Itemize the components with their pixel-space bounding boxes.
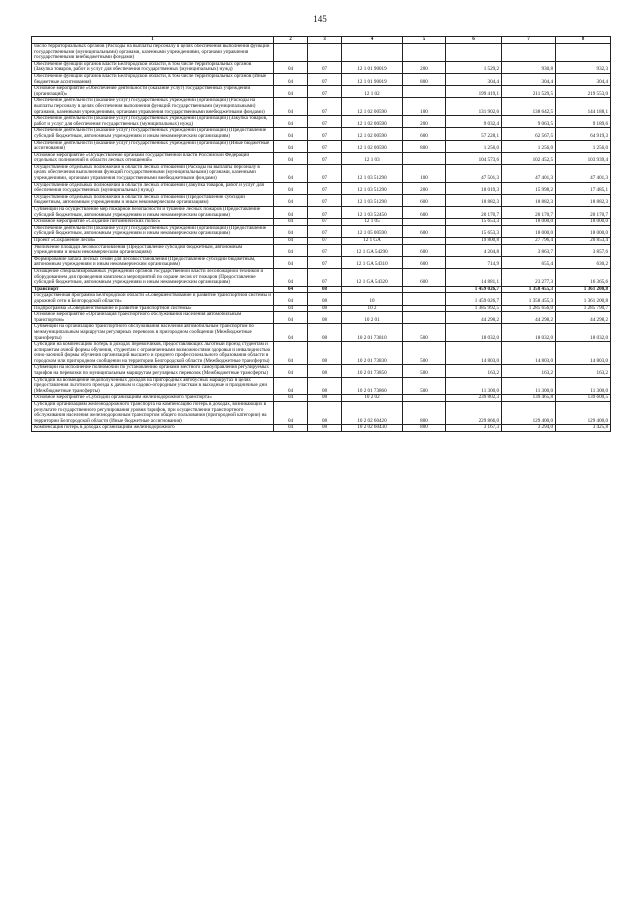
row-value-cell: 04 (274, 312, 308, 324)
row-value-cell: 12 1 02 00590 (342, 140, 403, 152)
row-value-cell: 14 803,0 (556, 342, 611, 365)
row-value-cell: 239 802,3 (446, 395, 502, 402)
row-value-cell: 07 (308, 73, 342, 85)
row-value-cell: 1 529,2 (446, 61, 502, 73)
row-value-cell: 04 (274, 140, 308, 152)
row-value-cell: 08 (308, 305, 342, 312)
row-value-cell: 200 (403, 182, 446, 194)
row-value-cell: 102 452,5 (502, 152, 556, 164)
row-value-cell: 600 (403, 268, 446, 286)
row-value-cell (274, 44, 308, 62)
row-value-cell: 44 298,2 (502, 312, 556, 324)
row-value-cell: 07 (308, 244, 342, 256)
row-value-cell: 12 1 01 90019 (342, 73, 403, 85)
row-value-cell: 07 (308, 140, 342, 152)
table-row (32, 312, 611, 324)
row-value-cell: 04 (274, 86, 308, 98)
budget-table-container (31, 36, 610, 432)
row-value-cell: 600 (403, 194, 446, 206)
row-value-cell: 800 (403, 425, 446, 432)
row-value-cell: 11 300,0 (446, 377, 502, 395)
row-value-cell (556, 44, 611, 62)
row-value-cell: 600 (403, 256, 446, 268)
table-row (32, 225, 611, 237)
row-value-cell: 62 567,5 (502, 128, 556, 140)
row-value-cell: 12 1 02 (342, 86, 403, 98)
table-row (32, 324, 611, 342)
row-value-cell: 08 (308, 324, 342, 342)
table-row (32, 116, 611, 128)
row-value-cell: 44 298,2 (556, 312, 611, 324)
row-value-cell: 1 358 455,3 (502, 286, 556, 293)
row-value-cell: 4 204,8 (446, 244, 502, 256)
row-value-cell: 18 882,3 (446, 194, 502, 206)
row-value-cell: 04 (274, 238, 308, 245)
row-value-cell: 139 465,8 (502, 395, 556, 402)
row-value-cell: 20 853,4 (556, 238, 611, 245)
row-value-cell: 12 1 GA 54320 (342, 268, 403, 286)
row-name-cell: Субвенции на осуществление мер пожарной безопасности и тушение лесных пожаров (Предоставление субсидий бюджетным, автономным учреждениям и иным некоммерческим организациям) (32, 207, 274, 219)
row-value-cell: 04 (274, 324, 308, 342)
row-value-cell: 07 (308, 98, 342, 116)
row-value-cell (403, 312, 446, 324)
row-value-cell (403, 152, 446, 164)
row-name-cell: Обеспечение деятельности (оказание услуг) государственных учреждений (организаций) (Расходы на выплаты персоналу в целях обеспечения выполнения функций государственными (муниципальными) органами, казенными учреждениями, органами управления государственными внебюджетными фондами) (32, 98, 274, 116)
row-value-cell: 211 529,5 (502, 86, 556, 98)
row-value-cell: 04 (274, 128, 308, 140)
table-row (32, 73, 611, 85)
row-value-cell: 18 019,3 (446, 182, 502, 194)
row-value-cell: 04 (274, 395, 308, 402)
row-value-cell: 04 (274, 98, 308, 116)
row-value-cell: 47 501,3 (446, 164, 502, 182)
budget-table (31, 36, 611, 432)
row-name-cell: Транспорт (32, 286, 274, 293)
row-value-cell: 04 (274, 425, 308, 432)
row-value-cell (502, 44, 556, 62)
row-value-cell: 1 285 656,0 (502, 305, 556, 312)
row-value-cell: 9 063,5 (502, 116, 556, 128)
row-value-cell: 04 (274, 225, 308, 237)
row-value-cell: 600 (403, 207, 446, 219)
row-value-cell: 1 256,0 (502, 140, 556, 152)
page-number: 145 (313, 14, 327, 24)
row-value-cell: 714,9 (446, 256, 502, 268)
row-value-cell: 1 459 026,7 (446, 286, 502, 293)
row-value-cell: 3 857,6 (556, 244, 611, 256)
table-row (32, 293, 611, 305)
row-value-cell: 10 2 01 73860 (342, 377, 403, 395)
row-value-cell: 11 300,0 (502, 377, 556, 395)
row-value-cell (403, 293, 446, 305)
table-row (32, 425, 611, 432)
row-value-cell: 20 170,7 (446, 207, 502, 219)
row-value-cell: 200 (403, 61, 446, 73)
row-value-cell: 104 573,6 (446, 152, 502, 164)
row-value-cell: 04 (274, 293, 308, 305)
row-name-cell: Обеспечение деятельности (оказание услуг) государственных учреждений (организаций) (Предоставление субсидий бюджетным, автономным учреждениям и иным некоммерческим организациям) (32, 128, 274, 140)
row-value-cell: 07 (308, 256, 342, 268)
row-value-cell: 07 (308, 116, 342, 128)
row-value-cell: 500 (403, 342, 446, 365)
row-value-cell: 600 (403, 225, 446, 237)
header-cell: 4 (342, 37, 403, 44)
table-row (32, 268, 611, 286)
row-value-cell: 04 (274, 182, 308, 194)
table-body (32, 44, 611, 432)
row-value-cell: 07 (308, 194, 342, 206)
row-value-cell: 08 (308, 377, 342, 395)
row-value-cell: 16 365,6 (556, 268, 611, 286)
row-value-cell: 18 032,0 (556, 324, 611, 342)
row-value-cell (403, 305, 446, 312)
row-value-cell: 64 919,3 (556, 128, 611, 140)
row-value-cell: 04 (274, 73, 308, 85)
row-value-cell: 12 1 03 51290 (342, 182, 403, 194)
row-name-cell: Оснащение специализированных учреждений органов государственной власти лесопожарной техникой и оборудованием для проведения комплекса мероприятий по охране лесов от пожаров (Предоставление субсидий бюджетным, автономным учреждениям и иным некоммерческим организациям) (32, 268, 274, 286)
row-value-cell: 163,2 (446, 365, 502, 377)
header-cell: 8 (556, 37, 611, 44)
table-row (32, 377, 611, 395)
row-value-cell: 800 (403, 73, 446, 85)
row-value-cell: 100 (403, 98, 446, 116)
row-value-cell: 04 (274, 219, 308, 226)
row-name-cell: Осуществление отдельных полномочий в области лесных отношений (Расходы на выплаты персоналу в целях обеспечения выполнения функций государственными (муниципальными) органами, казенными учреждениями, органами управления государственными внебюджетными фондами) (32, 164, 274, 182)
row-value-cell: 04 (274, 207, 308, 219)
row-value-cell: 08 (308, 365, 342, 377)
row-value-cell: 12 1 02 00590 (342, 116, 403, 128)
row-value-cell: 47 401,3 (556, 164, 611, 182)
table-row (32, 244, 611, 256)
row-value-cell: 12 1 03 52450 (342, 207, 403, 219)
row-value-cell: 10 2 01 (342, 312, 403, 324)
row-value-cell: 44 298,2 (446, 312, 502, 324)
row-value-cell: 07 (308, 128, 342, 140)
table-row (32, 194, 611, 206)
row-value-cell: 304,4 (446, 73, 502, 85)
header-cell: 6 (446, 37, 502, 44)
row-value-cell (308, 44, 342, 62)
row-value-cell: 103 939,4 (556, 152, 611, 164)
row-name-cell: Основное мероприятие «Обеспечение деятельности (оказание услуг) государственных учреждений (организаций)» (32, 86, 274, 98)
row-value-cell: 14 803,0 (446, 342, 502, 365)
row-value-cell: 23 277,3 (502, 268, 556, 286)
header-cell: 7 (502, 37, 556, 44)
row-value-cell: 04 (274, 268, 308, 286)
row-name-cell: Основное мероприятие «Осуществление органами государственной власти Российской Федерации отдельных полномочий в области лесных отношений» (32, 152, 274, 164)
row-value-cell: 07 (308, 207, 342, 219)
row-value-cell: 04 (274, 244, 308, 256)
row-value-cell: 07 (308, 164, 342, 182)
row-value-cell: 932,3 (556, 61, 611, 73)
row-value-cell: 163,2 (556, 365, 611, 377)
table-row (32, 44, 611, 62)
row-value-cell: 08 (308, 293, 342, 305)
row-name-cell: Увеличение площади лесовосстановления (Предоставление субсидий бюджетным, автономным учреждениям и иным некоммерческим организациям) (32, 244, 274, 256)
table-row (32, 152, 611, 164)
row-value-cell: 12 1 03 51290 (342, 194, 403, 206)
row-value-cell: 600 (403, 244, 446, 256)
row-value-cell: 08 (308, 286, 342, 293)
row-name-cell: Формирование запаса лесных семян для лесовосстановления (Предоставление субсидий бюджетным, автономным учреждениям и иным некоммерческим организациям) (32, 256, 274, 268)
row-value-cell: 12 1 02 00590 (342, 128, 403, 140)
row-value-cell: 10 2 02 (342, 395, 403, 402)
row-value-cell: 200 (403, 116, 446, 128)
row-value-cell: 655,4 (502, 256, 556, 268)
row-value-cell: 19 800,8 (446, 238, 502, 245)
row-value-cell: 229 866,0 (446, 402, 502, 425)
row-value-cell: 04 (274, 194, 308, 206)
row-value-cell: 27 796,4 (502, 238, 556, 245)
row-value-cell: 304,4 (556, 73, 611, 85)
row-value-cell: 304,4 (502, 73, 556, 85)
row-name-cell: Субвенции на исполнение полномочий по установлению органами местного самоуправления регулируемых тарифов на перевозки по муниципальным маршрутам регулярных перевозок (Межбюджетные трансферты) (32, 365, 274, 377)
row-value-cell: 07 (308, 86, 342, 98)
row-value-cell: 600 (403, 128, 446, 140)
row-value-cell (403, 238, 446, 245)
row-value-cell: 163,2 (502, 365, 556, 377)
row-value-cell (342, 44, 403, 62)
row-value-cell: 10 2 (342, 305, 403, 312)
row-value-cell: 930,8 (502, 61, 556, 73)
row-value-cell: 12 1 02 00590 (342, 98, 403, 116)
row-value-cell (342, 286, 403, 293)
row-name-cell: Субсидии организациям железнодорожного транспорта на компенсацию потерь в доходах, возникающих в результате государственного регулирования уровня тарифов, при осуществлении транспортного обслуживания населения железнодорожным транспортом общего пользования (пригородной категории) на территории Белгородской области (Иные бюджетные ассигнования) (32, 402, 274, 425)
row-name-cell: Государственная программа Белгородской области «Совершенствование и развитие транспортной системы и дорожной сети в Белгородской области» (32, 293, 274, 305)
row-value-cell: 10 2 02 60420 (342, 402, 403, 425)
row-value-cell: 3 863,7 (502, 244, 556, 256)
row-value-cell: 57 228,1 (446, 128, 502, 140)
table-row (32, 128, 611, 140)
table-row (32, 365, 611, 377)
row-name-cell: Обеспечение деятельности (оказание услуг) государственных учреждений (организаций) (Предоставление субсидий бюджетным, автономным учреждениям и иным некоммерческим организациям) (32, 225, 274, 237)
row-name-cell: Субвенции на организацию транспортного обслуживания населения автомобильным транспортом по межмуниципальным маршрутам регулярных перевозок в пригородном сообщении (Межбюджетные трансферты) (32, 324, 274, 342)
row-value-cell: 18 032,0 (446, 324, 502, 342)
row-name-cell: число территориальных органов (Расходы на выплаты персоналу в целях обеспечения выполнения функций государственными (муниципальными) органами, казенными учреждениями, органами управления государственными внебюджетными фондами) (32, 44, 274, 62)
row-value-cell: 08 (308, 402, 342, 425)
table-row (32, 98, 611, 116)
row-value-cell: 07 (308, 238, 342, 245)
row-value-cell: 07 (308, 61, 342, 73)
row-name-cell: Обеспечение функций органов власти Белгородской области, в том числе территориальных органов (Закупка товаров, работ и услуг для обеспечения государственных (муниципальных) нужд) (32, 61, 274, 73)
row-value-cell: 219 553,0 (556, 86, 611, 98)
row-value-cell: 12 1 GA (342, 238, 403, 245)
table-row (32, 182, 611, 194)
row-value-cell: 17 485,1 (556, 182, 611, 194)
row-value-cell (403, 219, 446, 226)
row-value-cell: 800 (403, 140, 446, 152)
row-value-cell: 1 256,0 (556, 140, 611, 152)
row-value-cell: 15 653,3 (446, 219, 502, 226)
row-name-cell: Субсидии на компенсацию потерь в доходах перевозчиков, предоставляющих льготный проезд студентам и аспирантам очной формы обучения, студентам с ограниченными возможностями здоровья и инвалидностью очно-заочной формы обучения организаций высшего и среднего профессионального образования области в городском или пригородном сообщении на территории Белгородской области (Межбюджетные трансферты) (32, 342, 274, 365)
row-value-cell: 139 600,5 (556, 395, 611, 402)
row-value-cell: 1 459 026,7 (446, 293, 502, 305)
row-value-cell: 3 294,0 (502, 425, 556, 432)
row-value-cell: 500 (403, 324, 446, 342)
row-value-cell: 3 167,3 (446, 425, 502, 432)
row-value-cell: 15 653,3 (446, 225, 502, 237)
row-value-cell: 800 (403, 402, 446, 425)
row-name-cell: Основное мероприятие «Создание питомнических полос» (32, 219, 274, 226)
row-value-cell: 08 (308, 425, 342, 432)
row-name-cell: Компенсация потерь в доходах организациям железнодорожного (32, 425, 274, 432)
row-value-cell: 12 1 GA 54290 (342, 244, 403, 256)
row-name-cell: Проект «Сохранение лесов» (32, 238, 274, 245)
row-value-cell: 18 882,3 (502, 194, 556, 206)
row-value-cell: 14 881,1 (446, 268, 502, 286)
row-value-cell: 12 1 05 (342, 219, 403, 226)
row-value-cell: 1 256,0 (446, 140, 502, 152)
table-row (32, 207, 611, 219)
row-value-cell: 20 170,7 (556, 207, 611, 219)
row-value-cell: 47 401,3 (502, 164, 556, 182)
row-value-cell: 10 2 01 73810 (342, 324, 403, 342)
row-name-cell: Осуществление отдельных полномочий в области лесных отношений (Закупка товаров, работ и услуг для обеспечения государственных (муниципальных) нужд) (32, 182, 274, 194)
row-value-cell: 15 998,2 (502, 182, 556, 194)
table-row (32, 256, 611, 268)
row-value-cell: 630,2 (556, 256, 611, 268)
row-value-cell: 199 419,1 (446, 86, 502, 98)
header-cell: 3 (308, 37, 342, 44)
row-value-cell: 18 000,0 (502, 219, 556, 226)
row-value-cell: 500 (403, 377, 446, 395)
row-value-cell: 04 (274, 164, 308, 182)
row-value-cell: 07 (308, 152, 342, 164)
row-name-cell: Обеспечение функций органов власти Белгородской области, в том числе территориальных органов (Иные бюджетные ассигнования) (32, 73, 274, 85)
row-name-cell: Основное мероприятие «Организация транспортного обслуживания населения автомобильным транспортом» (32, 312, 274, 324)
row-name-cell: Осуществление отдельных полномочий в области лесных отношений (Предоставление субсидий бюджетным, автономным учреждениям и иным некоммерческим организациям) (32, 194, 274, 206)
row-value-cell (403, 44, 446, 62)
row-name-cell: Основное мероприятие «Субсидии организациям железнодорожного транспорта» (32, 395, 274, 402)
row-value-cell (403, 86, 446, 98)
row-value-cell (403, 395, 446, 402)
row-value-cell: 18 000,0 (556, 225, 611, 237)
row-value-cell: 12 1 01 90019 (342, 61, 403, 73)
row-value-cell: 07 (308, 225, 342, 237)
row-value-cell: 3 425,8 (556, 425, 611, 432)
row-value-cell: 07 (308, 219, 342, 226)
header-cell: 2 (274, 37, 308, 44)
header-cell: 1 (32, 37, 274, 44)
row-name-cell: Подпрограмма «Совершенствование и развитие транспортной системы» (32, 305, 274, 312)
row-value-cell: 04 (274, 377, 308, 395)
row-value-cell: 10 2 02 60430 (342, 425, 403, 432)
row-value-cell: 500 (403, 365, 446, 377)
row-value-cell: 1 361 200,8 (556, 286, 611, 293)
row-value-cell: 04 (274, 152, 308, 164)
row-value-cell: 138 642,5 (502, 98, 556, 116)
row-value-cell: 10 2 01 73830 (342, 342, 403, 365)
row-value-cell: 08 (308, 342, 342, 365)
row-value-cell: 08 (308, 312, 342, 324)
row-value-cell: 18 000,0 (502, 225, 556, 237)
row-name-cell: Субсидии на возмещение недополученных доходов на пригородных автобусных маршрутах в целях предоставления льготного проезда к дачным и садово-огородным участкам в выходные и праздничные дни (Межбюджетные трансферты) (32, 377, 274, 395)
row-value-cell: 04 (274, 305, 308, 312)
row-value-cell: 1 385 992,5 (446, 305, 502, 312)
row-name-cell: Обеспечение деятельности (оказание услуг) государственных учреждений (организаций) (Закупка товаров, работ и услуг для обеспечения государственных (муниципальных) нужд) (32, 116, 274, 128)
row-value-cell: 14 803,0 (502, 342, 556, 365)
row-value-cell: 144 188,1 (556, 98, 611, 116)
row-value-cell: 04 (274, 116, 308, 128)
row-value-cell: 04 (274, 342, 308, 365)
table-row (32, 164, 611, 182)
row-name-cell: Обеспечение деятельности (оказание услуг) государственных учреждений (организаций) (Иные бюджетные ассигнования) (32, 140, 274, 152)
row-value-cell: 18 882,3 (556, 194, 611, 206)
row-value-cell: 129 400,0 (502, 402, 556, 425)
row-value-cell: 20 170,7 (502, 207, 556, 219)
row-value-cell: 131 902,6 (446, 98, 502, 116)
table-row (32, 140, 611, 152)
row-value-cell: 07 (308, 268, 342, 286)
row-value-cell: 9 032,4 (446, 116, 502, 128)
row-value-cell: 04 (274, 61, 308, 73)
table-row (32, 342, 611, 365)
row-value-cell: 1 358 455,3 (502, 293, 556, 305)
row-value-cell: 04 (274, 286, 308, 293)
row-value-cell: 12 1 03 51290 (342, 164, 403, 182)
row-value-cell: 04 (274, 365, 308, 377)
row-value-cell (403, 286, 446, 293)
row-value-cell: 1 361 200,8 (556, 293, 611, 305)
row-value-cell: 08 (308, 395, 342, 402)
row-value-cell (446, 44, 502, 62)
row-value-cell: 129 400,0 (556, 402, 611, 425)
row-value-cell: 07 (308, 182, 342, 194)
row-value-cell: 04 (274, 402, 308, 425)
row-value-cell: 10 2 01 73850 (342, 365, 403, 377)
row-value-cell: 10 (342, 293, 403, 305)
table-row (32, 402, 611, 425)
row-value-cell: 12 1 03 (342, 152, 403, 164)
table-row (32, 61, 611, 73)
row-value-cell: 18 000,0 (556, 219, 611, 226)
row-value-cell: 12 1 05 00590 (342, 225, 403, 237)
row-value-cell: 9 189,6 (556, 116, 611, 128)
header-cell: 5 (403, 37, 446, 44)
row-value-cell: 100 (403, 164, 446, 182)
row-value-cell: 18 032,0 (502, 324, 556, 342)
row-value-cell: 04 (274, 256, 308, 268)
row-value-cell: 1 285 790,7 (556, 305, 611, 312)
row-value-cell: 12 1 GA 54310 (342, 256, 403, 268)
row-value-cell: 11 300,0 (556, 377, 611, 395)
